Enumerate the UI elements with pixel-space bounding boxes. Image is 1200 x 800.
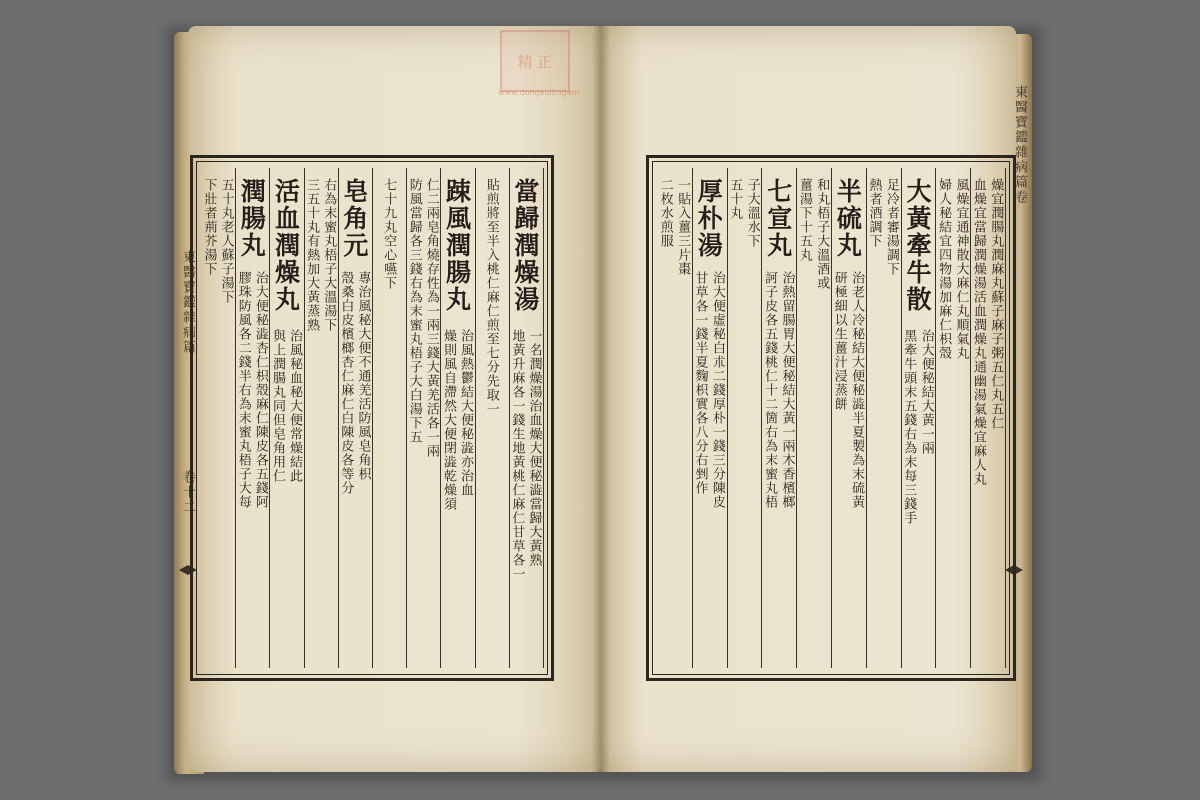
annotation-text: 地黃升麻各一錢生地黃桃仁麻仁甘草各一	[509, 329, 525, 581]
prescription-title: 皂角元	[339, 178, 369, 259]
prescription-title: 活血潤燥丸	[271, 178, 301, 313]
left-text-frame	[190, 155, 554, 681]
seal-text: 精 正	[517, 52, 553, 71]
library-seal	[500, 30, 570, 92]
annotation-text: 訶子皮各五錢桃仁十二箇右為末蜜丸梧	[762, 271, 778, 509]
annotation-text: 二枚水煎服	[657, 178, 673, 248]
annotation-text: 婦人秘結宜四物湯加麻仁枳殼	[936, 178, 952, 360]
annotation-text: 右為末蜜丸梧子大溫湯下	[321, 178, 337, 332]
annotation-text: 治大便秘澁杏仁枳殼麻仁陳皮各五錢阿	[252, 271, 268, 509]
annotation-text: 子大溫水下	[744, 178, 760, 248]
annotation-text: 五十丸老人蘇子湯下	[218, 178, 234, 304]
annotation-text: 七十九丸空心嚥下	[381, 178, 397, 290]
annotation-text: 五十丸	[727, 178, 743, 220]
annotation-text: 黑牽牛頭末五錢右為末每三錢手	[901, 329, 917, 525]
annotation-text: 治熱留腸胃大便秘結大黃一兩木香檳榔	[779, 271, 795, 509]
left-page-number: 卷十二	[180, 470, 195, 515]
annotation-text: 膠珠防風各二錢半右為末蜜丸梧子大每	[235, 271, 251, 509]
prescription-title: 厚朴湯	[694, 178, 724, 259]
right-text-frame	[646, 155, 1016, 681]
annotation-text: 一名潤燥湯治血燥大便秘澁當歸大黃熟	[526, 329, 542, 567]
annotation-text: 三五十丸有熱加大黃蒸熟	[304, 178, 320, 332]
prescription-title: 當歸潤燥湯	[510, 178, 540, 313]
annotation-text: 風燥宜通神散大麻仁丸順氣丸	[953, 178, 969, 360]
annotation-text: 治大便虛秘白朮二錢厚朴一錢三分陳皮	[709, 271, 725, 509]
prescription-title: 七宣丸	[763, 178, 793, 259]
annotation-text: 血燥宜當歸潤燥湯活血潤燥丸通幽湯氣燥宜麻人丸	[970, 178, 986, 486]
annotation-text: 專治風秘大便不通羌活防風皂角枳	[355, 271, 371, 481]
prescription-title: 半硫丸	[833, 178, 863, 259]
right-margin-title: 東醫寶鑑雜病篇卷	[1012, 85, 1027, 205]
prescription-title: 大黃牽牛散	[903, 178, 932, 313]
annotation-text: 治風熱鬱結大便秘澁亦治血	[458, 329, 474, 497]
seal-caption: www.dongeuibogam	[498, 88, 580, 97]
annotation-text: 燥宜潤腸丸潤麻丸蘇子麻子粥五仁丸五仁	[988, 178, 1004, 430]
annotation-text: 與上潤腸丸同但皂角用仁	[269, 329, 285, 483]
book-gutter	[592, 26, 610, 772]
annotation-text: 甘草各一錢半夏麴枳實各八分右剉作	[692, 271, 708, 495]
annotation-text: 治老人冷秘結大便秘澁半夏製為末硫黃	[849, 271, 865, 509]
annotation-text: 熱者酒調下	[866, 178, 882, 248]
annotation-text: 防風當歸各三錢右為末蜜丸梧子大白湯下五	[406, 178, 422, 444]
annotation-text: 貼煎將至半入桃仁麻仁煎至七分先取一	[483, 178, 499, 416]
annotation-text: 足冷者審湯調下	[883, 178, 899, 276]
annotation-text: 治大便秘結大黃一兩	[918, 329, 934, 455]
prescription-title: 踈風潤腸丸	[442, 178, 472, 313]
annotation-text: 薑湯下十五丸	[796, 178, 812, 262]
annotation-text: 殼桑白皮檳榔杏仁麻仁白陳皮各等分	[338, 271, 354, 495]
annotation-text: 下壯者荊芥湯下	[201, 178, 217, 276]
annotation-text: 燥則風自滯然大便閉澁乾燥須	[440, 329, 456, 511]
annotation-text: 治風秘血秘大便常燥結此	[287, 329, 303, 483]
prescription-title: 潤腸丸	[237, 178, 267, 259]
annotation-text: 研極細以生薑汁浸蒸餅	[831, 271, 847, 411]
annotation-text: 一貼入薑三片棗	[675, 178, 691, 276]
annotation-text: 仁二兩皂角燒存性為一兩三錢大黃羌活各一兩	[423, 178, 439, 458]
annotation-text: 和丸梧子大溫酒或	[814, 178, 830, 290]
left-margin-title: 東醫寶鑑雜病篇	[180, 250, 195, 355]
